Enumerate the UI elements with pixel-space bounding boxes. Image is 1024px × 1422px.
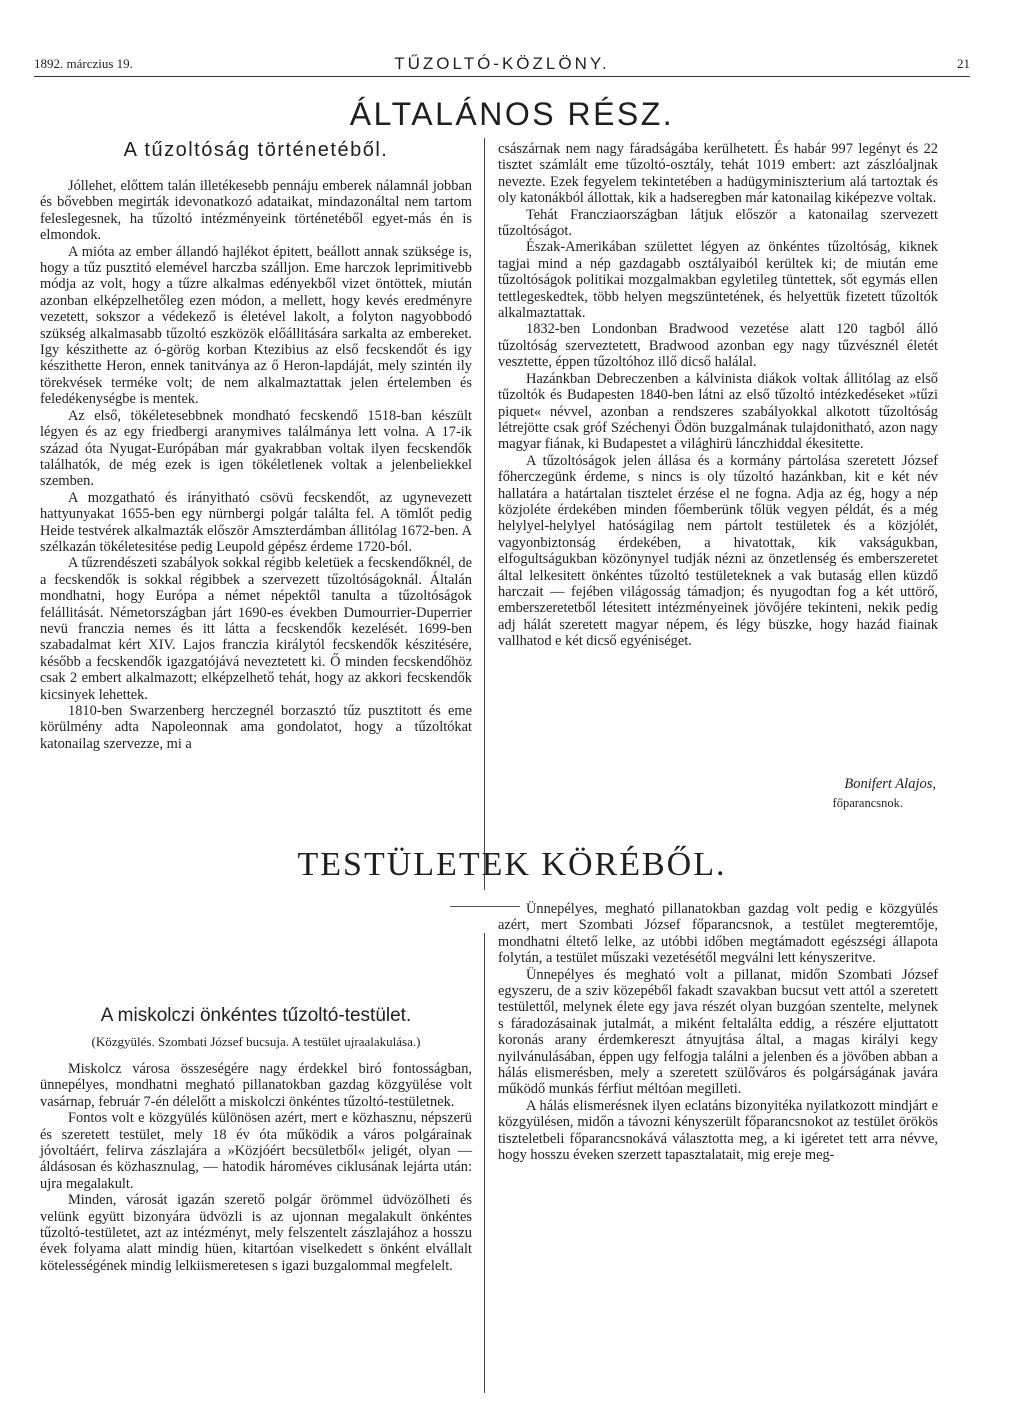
paragraph: Észak-Amerikában születtet légyen az önkéntes tűzoltóság, kiknek tagjai mind a nép gazdagabb osztályaiból kerültek ki; de miután eme tűzoltóságok politikai mozgalmakban egyletileg tüntettek, sőt egymás ellen tettlegeskedtek, több helyen megszüntetének, és helyettük fizetett tűzoltók alkalmaztattak. xyxy=(498,239,938,322)
page-number: 21 xyxy=(957,56,970,71)
paragraph: Jóllehet, előttem talán illetékesebb pennáju emberek nálamnál jobban és bővebben megirták idevonatkozó adataikat, mindazonáltal nem tartom feleslegesnek, ha tűzoltó intézményeink történetéből egyet-más én is elmondok. xyxy=(40,178,472,244)
author-role: főparancsnok. xyxy=(832,796,903,810)
paragraph: Miskolcz városa összeségére nagy érdekkel biró fontosságban, ünnepélyes, mondhatni megható pillanatokban gazdag közgyülése volt vasárnap, február 7-én délelőtt a miskolczi önkéntes tűzoltó-testületnek. xyxy=(40,1061,472,1110)
paragraph: A mozgatható és irányitható csövü fecskendőt, az ugynevezett hattyunyakat 1655-ben egy nürnbergi polgár találta fel. A tömlőt pedig Heide testvérek alkalmazták először Amszterdámban állitólag 1672-ben. A szélkazán tökéletesitése pedig Leupold gépész érdeme 1720-ból. xyxy=(40,489,472,555)
paragraph: A hálás elismerésnek ilyen eclatáns bizonyitéka nyilatkozott mindjárt e közgyülésen, midőn a távozni kényszerült főparancsnokot az testület örökös tiszteletbeli főparancsnokává választotta meg, a ki igéretet tett arra névve, hogy hosszu éveken szerzett tapasztalatait, mig ereje meg- xyxy=(498,1097,938,1164)
paragraph: császárnak nem nagy fáradságába kerülhetett. És habár 997 legényt és 22 tisztet számlált eme tűzoltó-osztály, tehát 1019 embert: azt zászlóaljnak nevezte. Ezek fegyelem tekintetében a hadügyminiszterium alá tartoztak és oly katonákból állottak, kik a hadseregben már katonailag kiképezve voltak. xyxy=(498,141,938,207)
paragraph: Az első, tökéletesebbnek mondható fecskendő 1518-ban készült légyen és az egy friedbergi aranymives találmánya lett volna. A 17-ik század óta Nyugat-Európában már gyakrabban voltak ilyen fecskendők találhatók, de még ezek is igen tökéletlenek voltak a jelenbeliekkel szemben. xyxy=(40,407,472,490)
paragraph: Fontos volt e közgyülés különösen azért, mert e közhasznu, népszerü és szeretett testület, mely 18 év óta működik a város polgárainak jóvoltáért, felirva zászlajára a »Közjóért becsületből« jeligét, olyan — áldásosan és közhasznulag, — hatodik hároméves ciklusának lejárta után: ujra megalakult. xyxy=(40,1110,472,1192)
paragraph: Ünnepélyes, megható pillanatokban gazdag volt pedig e közgyülés azért, mert Szombati József főparancsnok, a testület megteremtője, mondhatni éltető lelke, az utóbbi időben megtámadott egészségi állapota folytán, a testület műszaki vezetésétől megválni lett kényszeritve. xyxy=(498,901,938,967)
article-miskolc-right-column xyxy=(498,901,938,1164)
section-title-associations: TESTÜLETEK KÖRÉBŐL. xyxy=(297,846,727,883)
section-title-general: ÁLTALÁNOS RÉSZ. xyxy=(349,96,675,132)
article-history-right-column xyxy=(498,141,938,650)
author-signature: Bonifert Alajos, xyxy=(844,776,936,792)
paragraph: 1832-ben Londonban Bradwood vezetése alatt 120 tagból álló tűzoltóság szerveztetett, Bradwood azonban egy nagy tűzvésznél életét vesztette, éppen tűzoltóhoz illő dicső halálal. xyxy=(498,321,938,371)
paragraph: Hazánkban Debreczenben a kálvinista diákok voltak állitólag az első tűzoltók és Budapesten 1840-ben látni az első tűzoltó intézkedéseket »tűzi piquet« névvel, azonban a rendszeres szabályokkal alkotott tűzoltóság létrejötte csak gróf Széchenyi Ödön buzgalmának tulajdonitható, azon nagy magyar fiának, ki Budapestet a világhirü lánczhiddal ékesitette. xyxy=(498,370,938,453)
article-subtitle: (Közgyülés. Szombati József bucsuja. A testület ujraalakulása.) xyxy=(91,1034,421,1049)
article-miskolc-left-column xyxy=(40,1061,472,1274)
paragraph: Tehát Francziaországban látjuk először a katonailag szervezett tűzoltóságot. xyxy=(498,206,938,240)
issue-date: 1892. márczius 19. xyxy=(34,56,133,71)
article-title-miskolc: A miskolczi önkéntes tűzoltó-testület. xyxy=(100,1005,412,1026)
column-divider xyxy=(484,138,485,890)
paragraph: Ünnepélyes és megható volt a pillanat, midőn Szombati József egyszeru, de a sziv közepéből fakadt szavakban bucsut vett attól a szeretett testülettől, melynek élete egy java részét olyan buzgóan szentelte, melynek s fáradozásainak jutalmát, a miként feltalálta eddig, a részére eljuttatott koronás arany érdemkereszt átnyujtása által, a magas királyi kegy nyilvánulásában, éppen ugy felfogja találni a jelenben és a jövőben abban a hálás elismerésben, mely a szeretett szülőváros és polgárságának javára működő munkás férfiut méltóan megilleti. xyxy=(498,966,938,1098)
paragraph: Minden, városát igazán szerető polgár örömmel üdvözölheti és velünk együtt bizonyára üdvözli is az ujonnan megalakult önkéntes tűzoltó-testületet, azt az intézményt, mely felszentelt zászlajához a hosszu évek folyama alatt mindig hüen, kitartóan viselkedett s önként elvállalt kötelességének mindig lelkiismeretesen s igazi buzgalommal megfelelt. xyxy=(40,1192,472,1274)
article-title-history: A tűzoltóság történetéből. xyxy=(123,139,389,161)
paragraph: A tűzrendészeti szabályok sokkal régibb keletüek a fecskendőknél, de a fecskendők is sokkal régibbek a szervezett tűzoltóságoknál. Általán mondhatni, hogy Európa a német népektől tanulta a tűzoltóságok felállitását. Németországban járt 1690-es években Dumourrier-Duperrier nevü franczia nemes és itt látta a fecskendők kezelését. 1699-ben szabadalmat kért XIV. Lajos franczia királytól fecskendők készitésére, később a fecskendők igazgatójává neveztetett ki. Ő minden fecskendőhöz csak 2 embert alkalmazott; elképzelhető tehát, hogy az akkori fecskendők kicsinyek lehettek. xyxy=(40,555,472,703)
page-header xyxy=(34,54,970,77)
column-divider xyxy=(484,933,485,1393)
journal-title: TŰZOLTÓ-KÖZLÖNY. xyxy=(394,54,610,73)
paragraph: A mióta az ember állandó hajlékot épitett, beállott annak szüksége is, hogy a tűz pusztitó elemével harczba szálljon. Eme harczok leprimitivebb módja az volt, hogy a tűzre alkalmas edényekből vizet öntöttek, miután azonban elképzelhetőleg ezen módon, a mellett, hogy kevés eredményre vezetett, sokszor a védekező is életével lakolt, a folyton nagyobbodó szükség alkalmasabb tűzoltó eszközök előállitására sarkalta az embereket. Igy készithette az ó-görög korban Ktezibius az első fecskendőt és igy készithette Heron, ennek tanitványa az ő Heron-lapdáját, mely szintén ily törekvések terméke volt; de nem alkalmaztattak jelen értelemben és feledékenységbe is mentek. xyxy=(40,243,472,408)
paragraph: A tűzoltóságok jelen állása és a kormány pártolása szeretett József főherczegünk érdeme, s nincs is oly tűzoltó hazánkban, kit e két név hallatára a határtalan tisztelet érzése el ne fogna. Adja az ég, hogy a nép közjoléte érdekében minden főemberünk tőlük vegyen példát, és a még helylyel-helylyel hatóságilag nem pártolt testületek és a közjólét, vagyonbiztonság érdekében, a hivatottak, kik vakságukban, elfogultságukban közönynyel tudják nézni az önzetlenség és emberszeretet által lelkesitett önkéntes tűzoltó testületeknek a vak butaság ellen küzdő harczait — fejében világosság támadjon; és nyugodtan fog a két uttörő, emberszeretetből létesitett intézményeinek jövőjére tekinteni, nekik pedig adj hálát szeretett magyar népem, és légy büszke, hogy hazád fiainak vallhatod e két dicső egyéniséget. xyxy=(498,452,938,650)
article-history-left-column xyxy=(40,178,472,752)
paragraph: 1810-ben Swarzenberg herczegnél borzasztó tűz pusztitott és eme körülmény adta Napoleonnak ama gondolatot, hogy a tűzoltókat katonailag szervezze, mi a xyxy=(40,703,472,752)
